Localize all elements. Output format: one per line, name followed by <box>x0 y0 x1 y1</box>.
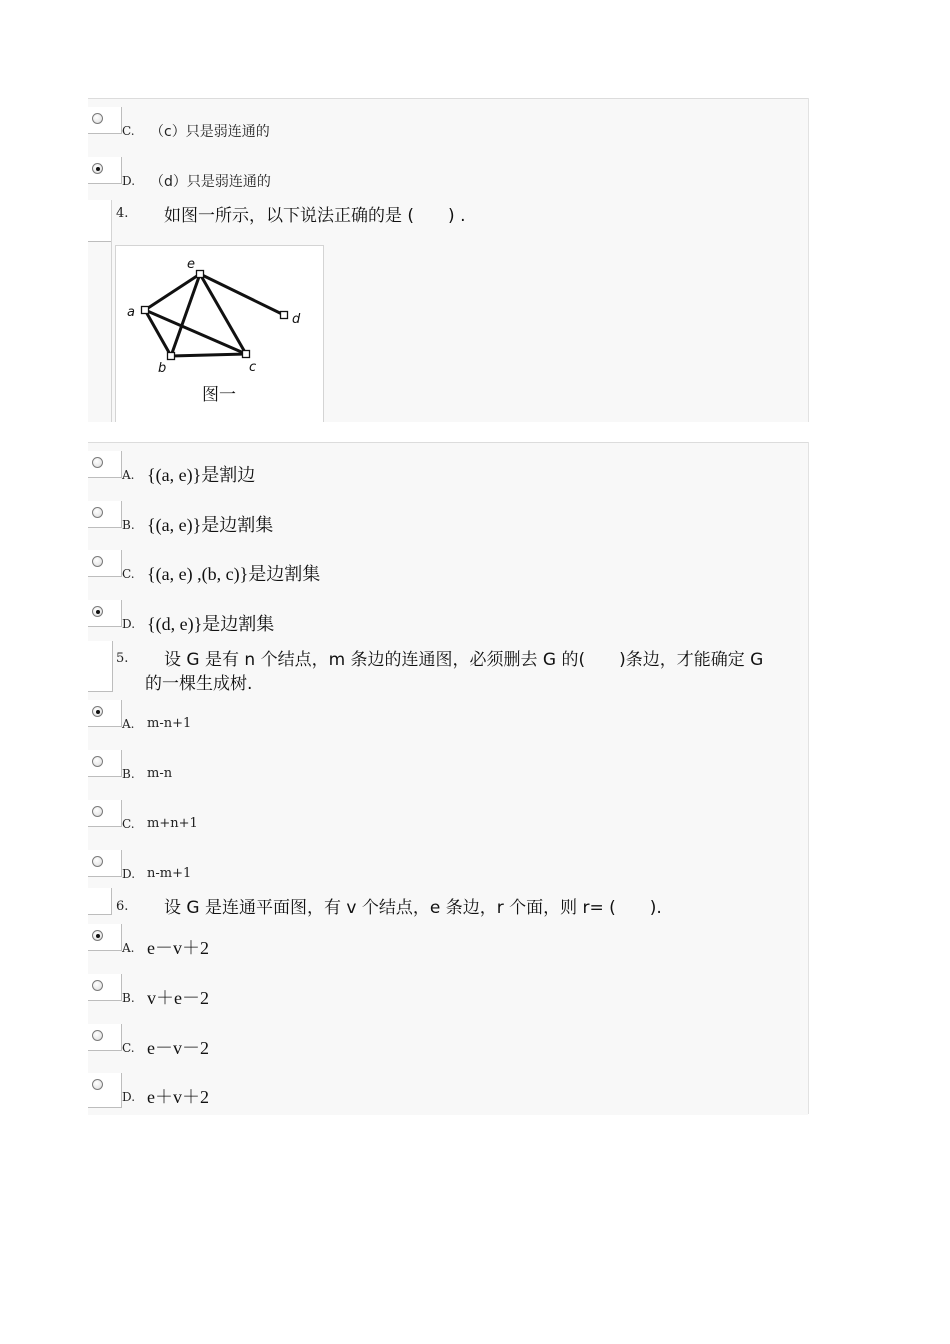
node-c <box>243 351 250 358</box>
node-label-b: b <box>158 361 167 376</box>
radio-q5-c[interactable] <box>92 806 103 817</box>
option-letter: C. <box>122 567 135 581</box>
node-a <box>142 307 149 314</box>
radio-box-q4-a <box>88 451 122 478</box>
node-e <box>197 271 204 278</box>
edge-a-e <box>145 274 200 310</box>
option-letter: B. <box>122 991 135 1005</box>
question-number-box <box>88 641 113 692</box>
question-number-box <box>88 888 112 915</box>
radio-box-q3-c <box>88 107 122 134</box>
node-label-a: a <box>127 305 135 320</box>
radio-box-q6-a <box>88 924 122 951</box>
graph-diagram <box>116 246 323 422</box>
question-text-line2: 的一棵生成树. <box>145 674 253 694</box>
question-text-line1: 设 G 是有 n 个结点，m 条边的连通图，必须删去 G 的( )条边，才能确定 G <box>164 650 764 670</box>
radio-q3-c[interactable] <box>92 113 103 124</box>
option-text: {(a, e)}是割边 <box>147 465 256 485</box>
option-letter: D. <box>122 1090 136 1104</box>
graph-figure <box>115 245 324 422</box>
option-text: v＋e－2 <box>147 988 209 1008</box>
radio-box-q4-b <box>88 501 122 528</box>
option-letter: D. <box>122 174 136 188</box>
edge-a-c <box>145 310 246 354</box>
edge-b-c <box>171 354 246 356</box>
node-label-d: d <box>292 312 301 327</box>
option-letter: B. <box>122 518 135 532</box>
option-text: {(d, e)}是边割集 <box>147 614 275 634</box>
question-number: 4. <box>116 206 129 221</box>
option-text: n-m+1 <box>147 866 192 881</box>
radio-q4-d[interactable] <box>92 606 103 617</box>
option-text: e－v＋2 <box>147 938 209 958</box>
radio-box-q3-d <box>88 157 122 184</box>
radio-q5-a[interactable] <box>92 706 103 717</box>
option-letter: C. <box>122 124 135 138</box>
radio-box-q6-d <box>88 1073 122 1108</box>
radio-q6-b[interactable] <box>92 980 103 991</box>
option-letter: C. <box>122 1041 135 1055</box>
radio-q6-c[interactable] <box>92 1030 103 1041</box>
option-letter: A. <box>122 717 135 731</box>
option-letter: A. <box>122 468 135 482</box>
option-text: {(a, e) ,(b, c)}是边割集 <box>147 564 321 584</box>
question-number: 6. <box>116 899 129 914</box>
radio-box-q5-d <box>88 850 122 877</box>
radio-box-q5-c <box>88 800 122 827</box>
option-text: e＋v＋2 <box>147 1087 209 1107</box>
radio-q3-d[interactable] <box>92 163 103 174</box>
question-text: 如图一所示，以下说法正确的是 ( ) . <box>164 206 466 226</box>
option-letter: A. <box>122 941 135 955</box>
question-number-box <box>88 200 112 242</box>
option-text: {(a, e)}是边割集 <box>147 515 274 535</box>
radio-box-q5-a <box>88 700 122 727</box>
option-text: （c）只是弱连通的 <box>150 124 270 140</box>
option-letter: C. <box>122 817 135 831</box>
node-d <box>281 312 288 319</box>
radio-q5-d[interactable] <box>92 856 103 867</box>
question-number: 5. <box>116 651 129 666</box>
radio-box-q6-c <box>88 1024 122 1051</box>
radio-box-q4-c <box>88 550 122 577</box>
option-text: （d）只是弱连通的 <box>150 174 271 190</box>
radio-box-q6-b <box>88 974 122 1001</box>
question-text: 设 G 是连通平面图，有 v 个结点，e 条边，r 个面，则 r= ( ). <box>164 898 662 918</box>
radio-q6-d[interactable] <box>92 1079 103 1090</box>
edge-b-e <box>171 274 200 356</box>
option-text: m+n+1 <box>147 816 198 831</box>
option-text: e－v－2 <box>147 1038 209 1058</box>
node-label-e: e <box>187 257 195 272</box>
radio-box-q5-b <box>88 750 122 777</box>
radio-q6-a[interactable] <box>92 930 103 941</box>
node-b <box>168 353 175 360</box>
radio-q4-c[interactable] <box>92 556 103 567</box>
node-label-c: c <box>249 360 257 375</box>
radio-q5-b[interactable] <box>92 756 103 767</box>
figure-caption: 图一 <box>202 385 236 405</box>
radio-q4-a[interactable] <box>92 457 103 468</box>
radio-box-q4-d <box>88 600 122 627</box>
option-letter: D. <box>122 867 136 881</box>
option-text: m-n+1 <box>147 716 192 731</box>
option-letter: D. <box>122 617 136 631</box>
radio-q4-b[interactable] <box>92 507 103 518</box>
option-text: m-n <box>147 766 173 781</box>
question-panel-2 <box>88 442 808 1115</box>
option-letter: B. <box>122 767 135 781</box>
